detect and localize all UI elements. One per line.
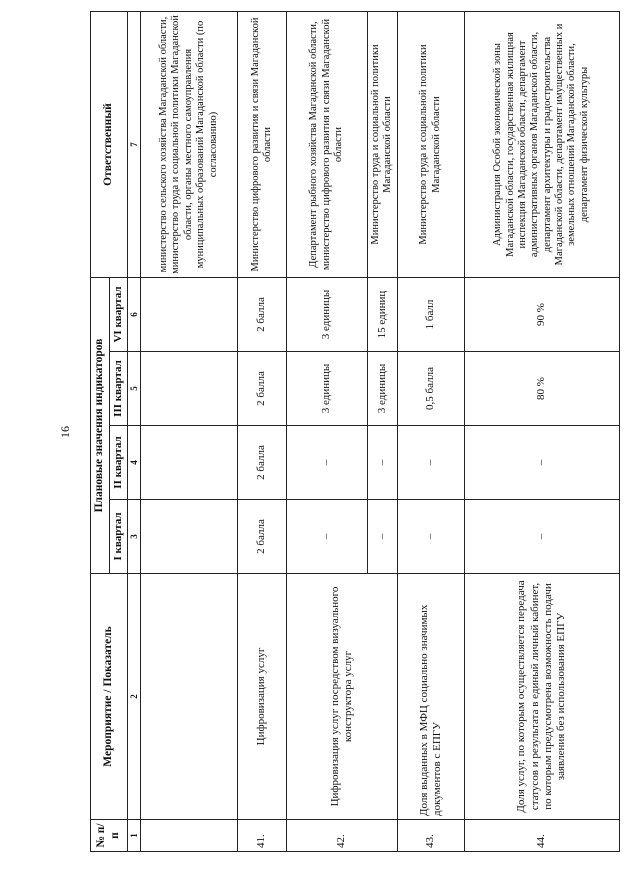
- cell-q1: –: [367, 500, 397, 574]
- table-row: [397, 12, 464, 852]
- cell-event: [140, 574, 237, 820]
- cell-event: Доля услуг, по которым осуществляется передача статусов и результата в единый личный кабинет, по которым предусмотрена возможность подачи заявления без использования ЕПГУ: [464, 574, 619, 820]
- cell-q2: –: [286, 426, 367, 500]
- cell-responsible: Министерство цифрового развития и связи Магаданской области: [237, 12, 286, 278]
- col-index: 5: [127, 352, 140, 426]
- cell-event: Цифровизация услуг: [237, 574, 286, 820]
- header-q2: II квартал: [109, 426, 127, 500]
- cell-responsible: Министерство труда и социальной политики Магаданской области: [397, 12, 464, 278]
- indicators-table: [90, 11, 620, 852]
- cell-responsible: Администрация Особой экономической зоны Магаданской области, государственная жилищная инспекция Магаданской области, департамент административных органов Магаданской области, департамент архитектуры и градостроительства Магаданской области, департамент имущественных и земельных отношений Магаданской области, департамент физической культуры: [464, 12, 619, 278]
- cell-q4: 2 балла: [237, 278, 286, 352]
- cell-responsible: министерство сельского хозяйства Магаданской области, министерство труда и социальной политики Магаданской области, органы местного самоуправления муниципальных образований Магаданской области (по согласованию): [140, 12, 237, 278]
- cell-num: 43.: [397, 820, 464, 852]
- table-row: [464, 12, 619, 852]
- cell-q2: –: [397, 426, 464, 500]
- col-index: 3: [127, 500, 140, 574]
- cell-q2: –: [367, 426, 397, 500]
- cell-q1: –: [464, 500, 619, 574]
- cell-q3: 80 %: [464, 352, 619, 426]
- cell-q3: [140, 352, 237, 426]
- cell-q2: –: [464, 426, 619, 500]
- cell-num: 42.: [286, 820, 397, 852]
- cell-event: Цифровизация услуг посредством визуального конструктора услуг: [286, 574, 397, 820]
- cell-num: [140, 820, 237, 852]
- header-responsible: Ответственный: [91, 12, 128, 278]
- col-index: 7: [127, 12, 140, 278]
- table-row: [140, 12, 237, 852]
- cell-responsible: Министерство труда и социальной политики Магаданской области: [367, 12, 397, 278]
- header-q4: VI квартал: [109, 278, 127, 352]
- cell-q3: 3 единицы: [367, 352, 397, 426]
- rotated-landscape-sheet: [50, 12, 610, 852]
- cell-q2: 2 балла: [237, 426, 286, 500]
- header-plan: Плановые значения индикаторов: [91, 278, 110, 574]
- header-num: № п/п: [91, 820, 128, 852]
- cell-q2: [140, 426, 237, 500]
- cell-q4: [140, 278, 237, 352]
- header-q3: III квартал: [109, 352, 127, 426]
- col-index: 1: [127, 820, 140, 852]
- col-index: 4: [127, 426, 140, 500]
- cell-q3: 2 балла: [237, 352, 286, 426]
- cell-responsible: Департамент рыбного хозяйства Магаданской области, министерство цифрового развития и связи Магаданской области: [286, 12, 367, 278]
- cell-event: Доля выданных в МФЦ социально значимых документов с ЕПГУ: [397, 574, 464, 820]
- col-index: 6: [127, 278, 140, 352]
- cell-q4: 3 единицы: [286, 278, 367, 352]
- table-row: [286, 12, 367, 852]
- cell-q4: 15 единиц: [367, 278, 397, 352]
- cell-q4: 90 %: [464, 278, 619, 352]
- header-q1: I квартал: [109, 500, 127, 574]
- cell-q1: 2 балла: [237, 500, 286, 574]
- cell-num: 41.: [237, 820, 286, 852]
- cell-q1: –: [397, 500, 464, 574]
- cell-q3: 0,5 балла: [397, 352, 464, 426]
- cell-num: 44.: [464, 820, 619, 852]
- cell-q4: 1 балл: [397, 278, 464, 352]
- table-row: [237, 12, 286, 852]
- page-number: 16: [58, 426, 72, 438]
- col-index: 2: [127, 574, 140, 820]
- cell-q1: –: [286, 500, 367, 574]
- header-event: Мероприятие / Показатель: [91, 574, 128, 820]
- cell-q3: 3 единицы: [286, 352, 367, 426]
- cell-q1: [140, 500, 237, 574]
